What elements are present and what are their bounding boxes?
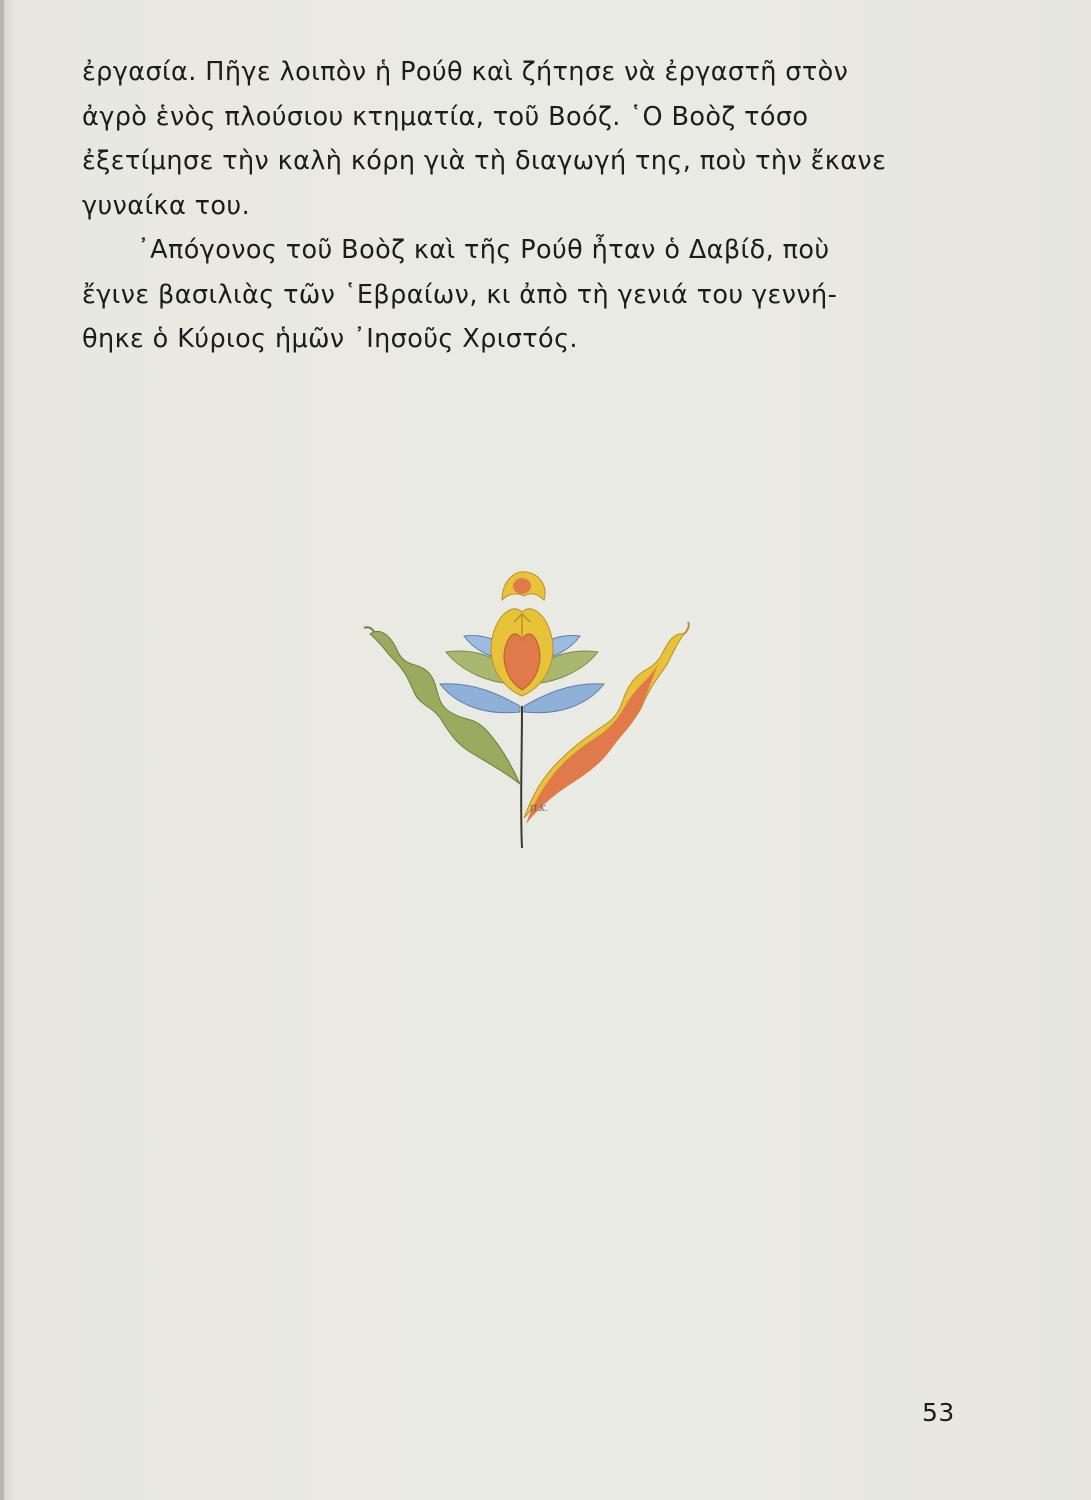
page-number: 53 — [922, 1398, 955, 1427]
text-line: ἀγρὸ ἑνὸς πλούσιου κτηματία, τοῦ Βοόζ. ῾Ο Βοὸζ τόσο — [82, 101, 809, 132]
text-line: γυναίκα του. — [82, 190, 251, 221]
book-spine-edge — [0, 0, 4, 1500]
text-line: ἐξετίμησε τὴν καλὴ κόρη γιὰ τὴ διαγωγή της, ποὺ τὴν ἔκανε — [82, 146, 887, 176]
body-text — [82, 50, 962, 362]
illustration-signature: Π.Κ. — [530, 804, 549, 813]
text-line: ἐργασία. Πῆγε λοιπὸν ἡ Ρούθ καὶ ζήτησε νὰ ἐργαστῆ στὸν — [82, 57, 849, 87]
text-line: θηκε ὁ Κύριος ἡμῶν ᾽Ιησοῦς Χριστός. — [82, 324, 578, 354]
folk-flower-icon — [362, 556, 692, 856]
text-line: ᾽Απόγονος τοῦ Βοὸζ καὶ τῆς Ρούθ ἦταν ὁ Δαβίδ, ποὺ — [137, 235, 830, 265]
text-line: ἔγινε βασιλιὰς τῶν ῾Εβραίων, κι ἀπὸ τὴ γενιά του γεννή- — [82, 279, 838, 310]
